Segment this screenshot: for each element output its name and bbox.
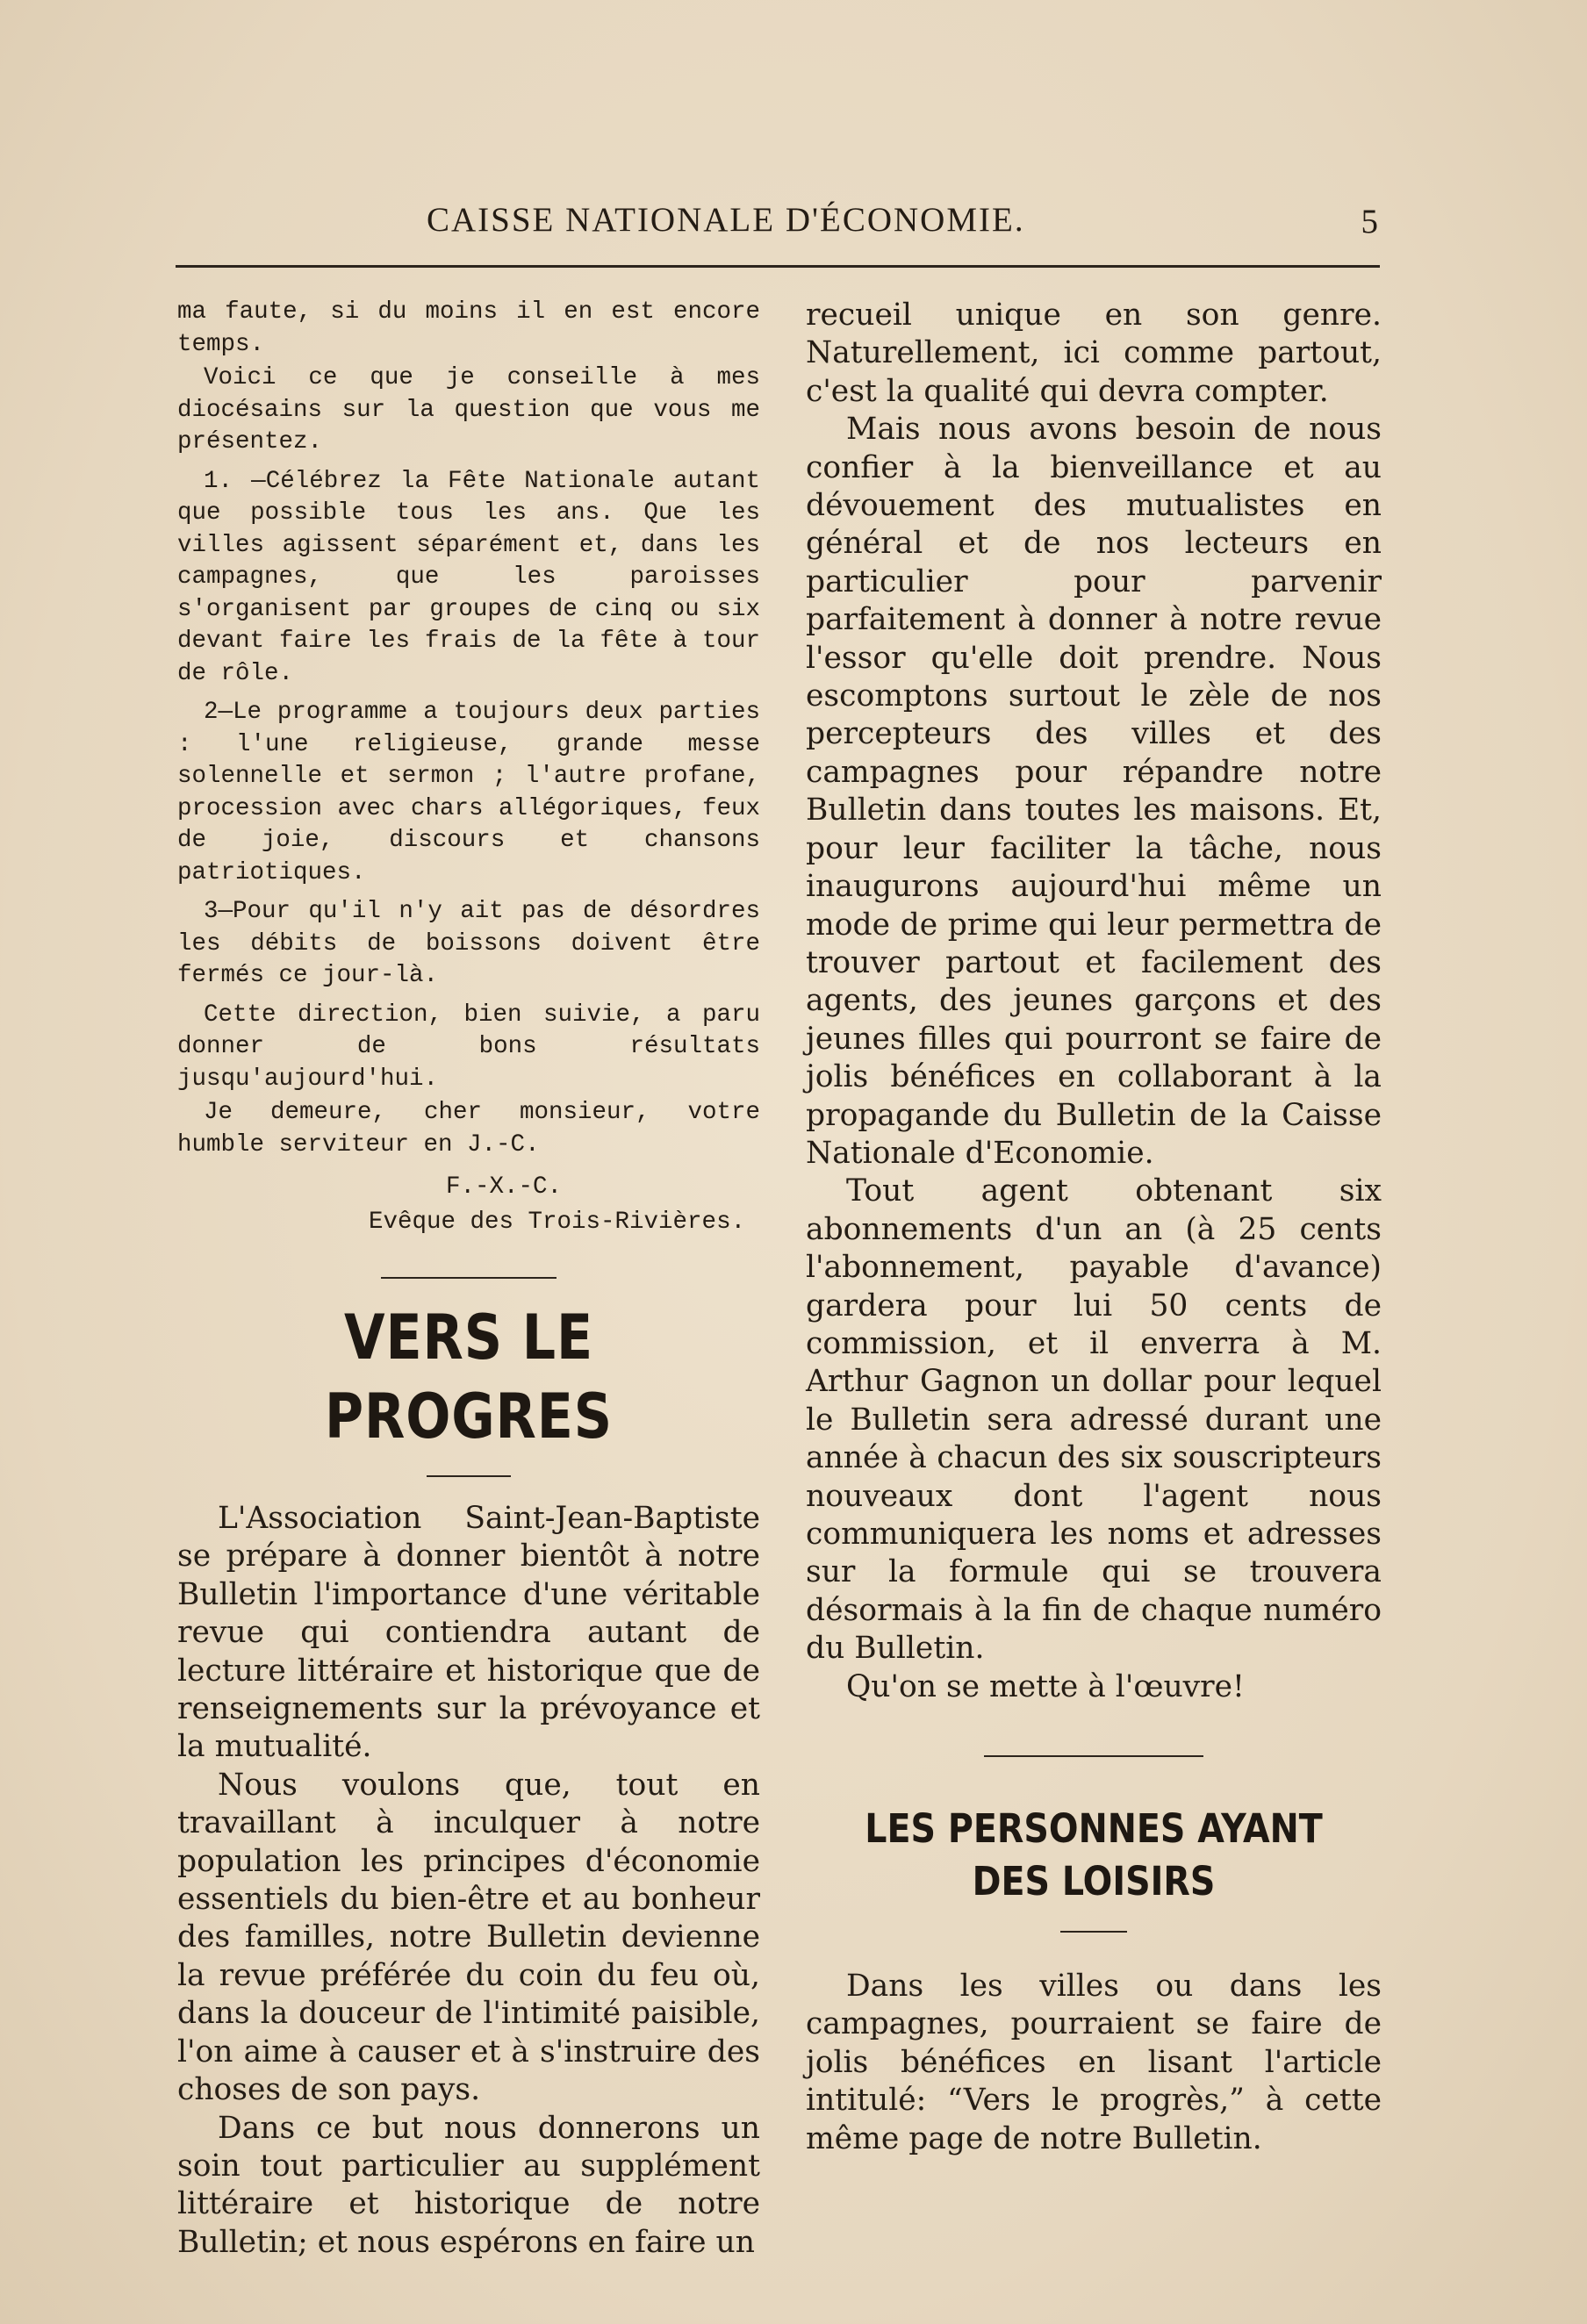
page-number: 5 [1361,203,1378,240]
right-column [806,297,1382,2158]
letter [177,297,760,1240]
article-paragraph: Mais nous avons besoin de nous confier à la bienveillance et au dévouement des mutualistes en général et de nos lecteurs en particulier pour parvenir parfaitement à donner à notre revue l'essor qu'elle doit prendre. Nous escomptons surtout le zèle de nos percepteurs des villes et des campagnes pour répandre notre Bulletin dans toutes les maisons. Et, pour leur faciliter la tâche, nous inaugurons aujourd'hui même un mode de prime qui leur permettra de trouver partout et facilement des agents, des jeunes garçons et des jeunes filles qui pourront se faire de jolis bénéfices en collaborant à la propagande du Bulletin de la Caisse Nationale d'Economie. [806,412,1382,1171]
header-divider [176,265,1380,268]
article-body-left [177,1500,760,2262]
article-paragraph: Nous voulons que, tout en travaillant à inculquer à notre population les principes d'économie essentiels du bien-être et au bonheur des familles, notre Bulletin devienne la revue préférée du coin du feu où, dans la douceur de l'intimité paisible, l'on aime à causer et à s'instruire des choses de son pays. [177,1767,760,2108]
heading-underline [1060,1931,1127,1933]
article-paragraph: Qu'on se mette à l'œuvre! [846,1668,1245,1704]
article-paragraph: Dans les villes ou dans les campagnes, pourraient se faire de jolis bénéfices en lisant l'article intitulé: “Vers le progrès,” à cette même page de notre Bulletin. [806,1969,1382,2156]
signature-title: Evêque des Trois-Rivières. [369,1209,746,1236]
article-heading-line: LES PERSONNES AYANT [865,1805,1323,1853]
signature-name: F.-X.-C. [446,1173,563,1201]
letter-paragraph: 2—Le programme a toujours deux parties : l'une religieuse, grande messe solennelle et sermon ; l'autre profane, procession avec chars allégoriques, feux de joie, discours et chansons patriotiques. [177,699,760,886]
section-divider [984,1755,1203,1757]
letter-paragraph: Cette direction, bien suivie, a paru donner de bons résultats jusqu'aujourd'hui. [177,1001,760,1093]
left-column [177,297,760,2262]
letter-closing: Je demeure, cher monsieur, votre humble serviteur en J.-C. [177,1099,760,1158]
article-body-right [806,297,1382,1706]
running-title: CAISSE NATIONALE D'ÉCONOMIE. [427,201,1025,239]
article-paragraph: recueil unique en son genre. Naturellement, ici comme partout, c'est la qualité qui devra compter. [806,298,1382,409]
article-paragraph: Dans ce but nous donnerons un soin tout particulier au supplément littéraire et historique de notre Bulletin; et nous espérons en faire un [177,2110,760,2260]
running-header [176,200,1380,253]
section-divider [381,1277,557,1279]
letter-paragraph: 3—Pour qu'il n'y ait pas de désordres les débits de boissons doivent être fermés ce jour-là. [177,898,760,989]
article2-body [806,1968,1382,2158]
letter-paragraph: ma faute, si du moins il en est encore temps. [177,298,760,358]
article-heading-line: DES LOISIRS [972,1858,1216,1905]
letter-paragraph: 1. —Célébrez la Fête Nationale autant que possible tous les ans. Que les villes agissent séparément et, dans les campagnes, que les paroisses s'organisent par groupes de cinq ou six devant faire les frais de la fête à tour de rôle. [177,467,760,687]
article-paragraph: Tout agent obtenant six abonnements d'un an (à 25 cents l'abonnement, payable d'avance) gardera pour lui 50 cents de commission, et il enverra à M. Arthur Gagnon un dollar pour lequel le Bulletin sera adressé durant une année à chacun des six souscripteurs nouveaux dont l'agent nous communiquera les noms et adresses sur la formule qui se trouvera désormais à la fin de chaque numéro du Bulletin. [806,1173,1382,1667]
letter-paragraph: Voici ce que je conseille à mes diocésains sur la question que vous me présentez. [177,364,760,455]
heading-underline [427,1475,511,1477]
article-paragraph: L'Association Saint-Jean-Baptiste se prépare à donner bientôt à notre Bulletin l'importance d'une véritable revue qui contiendra autant de lecture littéraire et historique que de renseignements sur la prévoyance et la mutualité. [177,1501,760,1765]
article-heading: VERS LE PROGRES [325,1302,613,1452]
